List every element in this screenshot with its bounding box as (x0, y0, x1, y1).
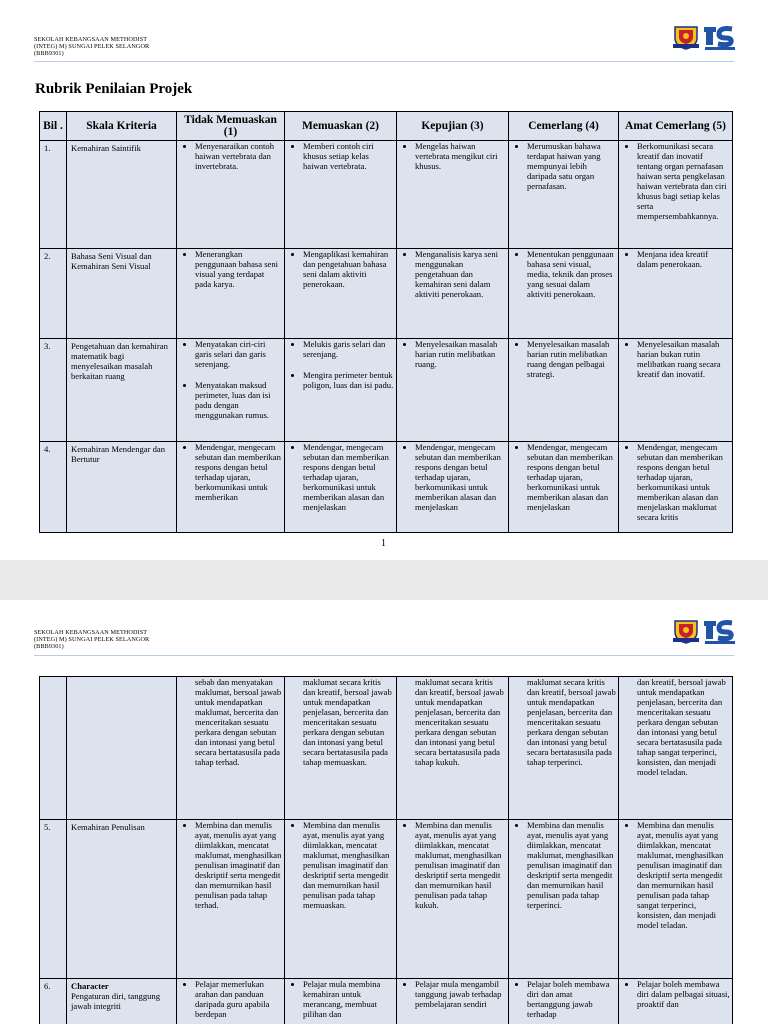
row-number: 3. (40, 339, 67, 442)
table-row (40, 979, 733, 1024)
school-code: (BBB9301) (34, 50, 64, 57)
table-row (40, 339, 733, 442)
criteria-cell: Kemahiran Saintifik (67, 141, 177, 249)
criteria-text: Pengaturan diri, tanggung jawab integriti (71, 991, 161, 1011)
col-header-level-5: Amat Cemerlang (5) (619, 112, 733, 141)
rubric-table (39, 111, 733, 533)
school-code: (BBB9301) (34, 643, 64, 650)
descriptor: sebab dan menyatakan maklumat, bersoal jawab untuk mendapatkan maklumat, bercerita dan menceritakan sesuatu perkara dengan sebutan dan intonasi yang betul secara bertatasusila pada tahap terhad. (195, 677, 282, 767)
descriptor: • Menyenaraikan contoh haiwan vertebrata dan invertebrata. (195, 141, 282, 171)
criteria-cell (67, 979, 177, 1024)
descriptor: • Menyatakan ciri-ciri garis selari dan garis serenjang. (195, 339, 282, 369)
descriptor: • Merumuskan bahawa terdapat haiwan yang mempunyai lebih daripada satu organ pernafasan. (527, 141, 616, 191)
col-header-level-4: Cemerlang (4) (509, 112, 619, 141)
rubric-table-continued (39, 676, 733, 1024)
row-number: 6. (40, 979, 67, 1024)
row-number: 4. (40, 442, 67, 533)
table-row (40, 677, 733, 820)
descriptor: maklumat secara kritis dan kreatif, bersoal jawab untuk mendapatkan penjelasan, bercerita dan menceritakan sesuatu perkara dengan sebutan dan intonasi yang betul secara bertatasusila pada tahap terperinci. (527, 677, 616, 767)
descriptor: maklumat secara kritis dan kreatif, bersoal jawab untuk mendapatkan penjelasan, bercerita dan menceritakan sesuatu perkara dengan sebutan dan intonasi yang betul secara bertatasusila pada tahap memuaskan. (303, 677, 392, 767)
criteria-cell: Bahasa Seni Visual dan Kemahiran Seni Visual (67, 249, 177, 339)
descriptor: • Menganalisis karya seni menggunakan pengetahuan dan kemahiran seni dalam aktiviti penerokaan. (415, 249, 506, 299)
descriptor: • Menerangkan penggunaan bahasa seni visual yang terdapat pada karya. (195, 249, 282, 289)
school-location: (INTEG) M) SUNGAI PELEK SELANGOR (34, 43, 150, 50)
descriptor: • Menyelesaikan masalah harian bukan rutin melibatkan ruang secara kreatif dan inovatif. (637, 339, 730, 379)
descriptor: • Mendengar, mengecam sebutan dan memberikan respons dengan betul terhadap ujaran, berkomunikasi untuk memberikan (195, 442, 282, 502)
descriptor: • Menentukan penggunaan bahasa seni visual, media, teknik dan proses yang sesuai dalam aktiviti penerokaan. (527, 249, 616, 299)
school-header (34, 36, 149, 57)
col-header-level-3: Kepujian (3) (397, 112, 509, 141)
criteria-title: Character (71, 981, 109, 991)
descriptor: • Melukis garis selari dan serenjang. (303, 339, 394, 359)
document-page-2 (0, 600, 768, 1024)
page-number: 1 (381, 538, 386, 549)
row-number: 2. (40, 249, 67, 339)
descriptor: • Membina dan menulis ayat, menulis ayat yang diimlakkan, mencatat maklumat, menghasilkan penulisan imaginatif dan deskriptif serta mengedit dan memurnikan hasil penulisan pada tahap terhad. (195, 820, 282, 910)
col-header-level-1: Tidak Memuaskan (1) (177, 112, 285, 141)
col-header-kriteria: Skala Kriteria (67, 112, 177, 141)
table-row (40, 141, 733, 249)
descriptor: maklumat secara kritis dan kreatif, bersoal jawab untuk mendapatkan penjelasan, bercerita dan menceritakan sesuatu perkara dengan sebutan dan intonasi yang betul secara bertatasusila pada tahap kukuh. (415, 677, 504, 767)
header-divider (34, 61, 734, 62)
descriptor: • Menyatakan maksud perimeter, luas dan isi padu dengan menggunakan rumus. (195, 380, 282, 420)
ts-program-logo (704, 618, 736, 645)
descriptor: • Menjana idea kreatif dalam penerokaan. (637, 249, 730, 269)
descriptor: • Membina dan menulis ayat, menulis ayat yang diimlakkan, mencatat maklumat, menghasilkan penulisan imaginatif dan deskriptif serta mengedit dan memurnikan hasil penulisan pada tahap kukuh. (415, 820, 506, 910)
table-row (40, 249, 733, 339)
page-title: Rubrik Penilaian Projek (35, 81, 193, 97)
descriptor: • Memberi contoh ciri khusus setiap kelas haiwan vertebrata. (303, 141, 394, 171)
row-number (40, 677, 67, 820)
descriptor: • Membina dan menulis ayat, menulis ayat yang diimlakkan, mencatat maklumat, menghasilkan penulisan imaginatif dan deskriptif serta mengedit dan memurnikan hasil penulisan pada tahap sangat terperinci, konsisten, dan menjadi model teladan. (637, 820, 730, 930)
descriptor: • Pelajar mula membina kemahiran untuk merancang, membuat pilihan dan (303, 979, 394, 1019)
descriptor: • Pelajar boleh membawa diri dalam pelbagai situasi, proaktif dan (637, 979, 730, 1009)
descriptor: • Mengelas haiwan vertebrata mengikut ciri khusus. (415, 141, 506, 171)
school-header (34, 629, 149, 650)
table-header-row (40, 112, 733, 141)
criteria-cell: Pengetahuan dan kemahiran matematik bagi menyelesaikan masalah berkaitan ruang (67, 339, 177, 442)
row-number: 5. (40, 820, 67, 979)
school-name: SEKOLAH KEBANGSAAN METHODIST (34, 36, 148, 43)
descriptor: dan kreatif, bersoal jawab untuk mendapatkan penjelasan, bercerita dan menceritakan sesuatu perkara dengan sebutan dan intonasi yang betul secara bertatasusila pada tahap sangat terperinci, konsisten, dan menjadi model teladan. (637, 677, 726, 777)
descriptor: • Pelajar mula mengambil tanggung jawab terhadap pembelajaran sendiri (415, 979, 506, 1009)
criteria-cell: Kemahiran Penulisan (67, 820, 177, 979)
descriptor: • Mengira perimeter bentuk poligon, luas dan isi padu. (303, 370, 394, 390)
descriptor: • Membina dan menulis ayat, menulis ayat yang diimlakkan, mencatat maklumat, menghasilkan penulisan imaginatif dan deskriptif serta mengedit dan memurnikan hasil penulisan pada tahap terperinci. (527, 820, 616, 910)
descriptor: • Membina dan menulis ayat, menulis ayat yang diimlakkan, mencatat maklumat, menghasilkan penulisan imaginatif dan deskriptif serta mengedit dan memurnikan hasil penulisan pada tahap memuaskan. (303, 820, 394, 910)
row-number: 1. (40, 141, 67, 249)
col-header-level-2: Memuaskan (2) (285, 112, 397, 141)
table-row (40, 442, 733, 533)
table-row (40, 820, 733, 979)
school-crest-logo (672, 618, 700, 644)
descriptor: • Menyelesaikan masalah harian rutin melibatkan ruang. (415, 339, 506, 369)
descriptor: • Berkomunikasi secara kreatif dan inovatif tentang organ pernafasan haiwan serta pengkelasan haiwan vertebrata dan ciri khusus bagi setiap kelas serta mempersembahkannya. (637, 141, 730, 221)
descriptor: • Mendengar, mengecam sebutan dan memberikan respons dengan betul terhadap ujaran, berkomunikasi untuk memberikan alasan dan menjelaskan (527, 442, 616, 512)
school-crest-logo (672, 24, 700, 50)
school-name: SEKOLAH KEBANGSAAN METHODIST (34, 629, 148, 636)
header-divider (34, 655, 734, 656)
ts-program-logo (704, 24, 736, 51)
descriptor: • Pelajar memerlukan arahan dan panduan daripada guru apabila berdepan (195, 979, 282, 1019)
descriptor: • Mendengar, mengecam sebutan dan memberikan respons dengan betul terhadap ujaran, berkomunikasi untuk memberikan alasan dan menjelaskan maklumat secara kritis (637, 442, 730, 522)
criteria-cell: Kemahiran Mendengar dan Bertutur (67, 442, 177, 533)
criteria-cell (67, 677, 177, 820)
descriptor: • Menyelesaikan masalah harian rutin melibatkan ruang dengan pelbagai strategi. (527, 339, 616, 379)
descriptor: • Pelajar boleh membawa diri dan amat bertanggung jawab terhadap (527, 979, 616, 1019)
descriptor: • Mengaplikasi kemahiran dan pengetahuan bahasa seni dalam aktiviti penerokaan. (303, 249, 394, 289)
descriptor: • Mendengar, mengecam sebutan dan memberikan respons dengan betul terhadap ujaran, berkomunikasi untuk memberikan alasan dan menjelaskan (303, 442, 394, 512)
col-header-bil: Bil . (40, 112, 67, 141)
descriptor: • Mendengar, mengecam sebutan dan memberikan respons dengan betul terhadap ujaran, berkomunikasi untuk memberikan alasan dan menjelaskan (415, 442, 506, 512)
school-location: (INTEG) M) SUNGAI PELEK SELANGOR (34, 636, 150, 643)
